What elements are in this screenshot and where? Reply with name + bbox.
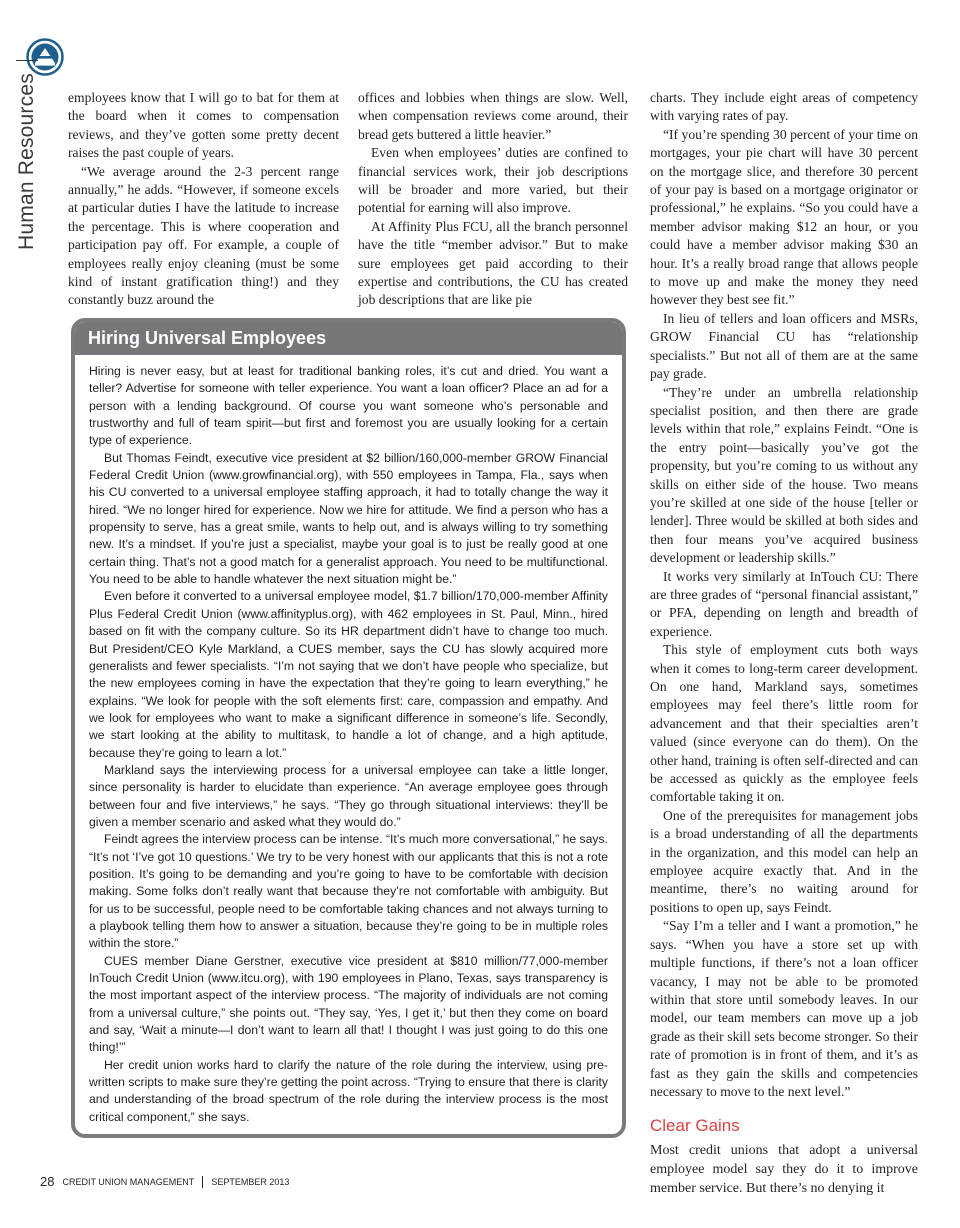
sidebar-body [75, 355, 622, 1126]
article-paragraph: At Affinity Plus FCU, all the branch personnel have the title “member advisor.” But to make sure employees get paid according to their expertise and contributions, the CU has created job descriptions that are like pie [358, 218, 628, 308]
article-paragraph: charts. They include eight areas of competency with varying rates of pay. [650, 90, 918, 124]
publication-name: CREDIT UNION MANAGEMENT [62, 1176, 195, 1187]
article-paragraph: “They’re under an umbrella relationship specialist position, and then there are grade levels within that role,” explains Feindt. “One is the entry point—basically you’ve got the propensity, but you’re coming to us without any skills on either side of the house. Two means you’re skilled at one side of the house [teller or lender]. Three would be skilled at both sides and then four means you’ve acquired business development or leadership skills.” [650, 384, 918, 566]
article-paragraph: It works very similarly at InTouch CU: There are three grades of “personal financial assistant,” or PFA, depending on length and breadth of experience. [650, 568, 918, 639]
article-paragraph: In lieu of tellers and loan officers and MSRs, GROW Financial CU has “relationship specialists.” But not all of them are at the same pay grade. [650, 310, 918, 382]
sidebar-paragraph: Even before it converted to a universal employee model, $1.7 billion/170,000-member Affinity Plus Federal Credit Union (www.affinityplus.org), with 462 employees in St. Paul, Minn., hired based on fit with the company culture. So its HR department didn’t have to change too much. But President/CEO Kyle Markland, a CUES member, says the CU has slowly acquired more generalists and fewer specialists. “I’m not saying that we don’t have people who specialize, but the new employees coming in have the expectation that they’re going to learn everything,” he explains. “We look for people with the soft elements first: care, compassion and empathy. And we look for employees who want to make a significant difference in someone’s life. Secondly, we start looking at the ability to multitask, to handle a lot of change, and a high aptitude, because they’re going to learn a lot.” [89, 589, 608, 760]
sidebar-paragraph: CUES member Diane Gerstner, executive vice president at $810 million/77,000-member InTouch Credit Union (www.itcu.org), with 190 employees in Plano, Texas, says transparency is the most important aspect of the interview process. “The majority of individuals are not coming from a universal culture,” she points out. “They say, ‘Yes, I get it,’ but then they come on board and say, ‘Wait a minute—I don’t want to learn all that! I thought I was just going to do this one thing!’” [89, 953, 608, 1055]
sidebar-paragraph: But Thomas Feindt, executive vice president at $2 billion/160,000-member GROW Financial Federal Credit Union (www.growfinancial.org), with 550 employees in Tampa, Fla., says when his CU converted to a universal employee staffing approach, it had to totally change the way it hired. “We no longer hired for experience. Now we hire for attitude. We find a person who has a propensity to serve, has a great smile, wants to help out, and is always willing to try something new. It’s a mindset. If you’re just a specialist, maybe your goal is to just be really good at one certain thing. That’s not a good match for a generalist approach. You need to be multifunctional. You need to be able to handle whatever the next situation might be.” [89, 450, 608, 587]
article-paragraph: employees know that I will go to bat for them at the board when it comes to compensation reviews, and they’ve gotten some pretty decent raises the past couple of years. [68, 90, 339, 161]
hiring-sidebar [71, 318, 626, 1138]
article-paragraph: “Say I’m a teller and I want a promotion,” he says. “When you have a store set up with multiple functions, if there’s not a loan officer vacancy, I may not be able to be promoted within that store until somebody leaves. In our model, our team members can move up a job grade as their skill sets become stronger. So their rate of promotion is in front of them, and it’s as fast as they gain the skills and competencies necessary to move to the next level.” [650, 918, 918, 1099]
section-label [10, 0, 44, 250]
article-paragraph: Even when employees’ duties are confined to financial services work, their job descriptions will be broader and more varied, but their potential for earning will also improve. [358, 145, 628, 216]
section-label-text: Human Resources [15, 73, 38, 250]
article-paragraph: “If you’re spending 30 percent of your time on mortgages, your pie chart will have 30 percent on the mortgage slice, and therefore 30 percent of your pay is based on a mortgage originator or professional,” he explains. “So you could have a member advisor making $12 an hour, or you could have a member advisor making $30 an hour. It’s a really broad range that allows people to move up and make the money they need however they best see fit.” [650, 126, 918, 308]
article-column-3 [650, 89, 918, 1198]
article-column-1 [68, 89, 339, 310]
article-paragraph: One of the prerequisites for management jobs is a broad understanding of all the departments in the organization, and this model can help an employee acquire exactly that. And in the meantime, there’s no waiting around for positions to open up, says Feindt. [650, 807, 918, 915]
article-column-2 [358, 89, 628, 310]
article-paragraph: Most credit unions that adopt a universal employee model say they do it to improve member service. But there’s no denying it [650, 1143, 918, 1197]
sidebar-paragraph: Markland says the interviewing process for a universal employee can take a little longer, since personality is harder to elucidate than experience. “An average employee goes through between four and five interviews,” he says. “They go through situational interviews: they’ll be given a member scenario and asked what they would do.” [89, 762, 608, 829]
article-paragraph: “We average around the 2-3 percent range annually,” he adds. “However, if someone excels at particular duties I have the latitude to increase the percentage. This is where cooperation and participation pay off. For example, a couple of employees really enjoy cleaning (must be some kind of instant gratification thing!) and they constantly buzz around the [68, 163, 339, 308]
clear-gains-subhead: Clear Gains [650, 1116, 740, 1136]
issue-date: SEPTEMBER 2013 [211, 1176, 290, 1187]
sidebar-paragraph: Hiring is never easy, but at least for traditional banking roles, it’s cut and dried. You want a teller? Advertise for someone with teller experience. You want a loan officer? Place an ad for a person with a lending background. Of course you want someone who’s personable and trustworthy and full of team spirit—but first and foremost you are usually looking for a certain type of experience. [89, 364, 608, 448]
article-paragraph: This style of employment cuts both ways when it comes to long-term career development. On one hand, Markland says, sometimes employees may feel there’s little room for advancement and that their specialties aren’t valued (since everyone can do them). On the other hand, training is often self-directed and can be accessed as quickly as the employee feels comfortable taking it on. [650, 642, 918, 805]
footer-divider [202, 1176, 203, 1188]
section-divider [16, 60, 38, 62]
sidebar-paragraph: Feindt agrees the interview process can be intense. “It’s much more conversational,” he says. “It’s not ‘I’ve got 10 questions.’ We try to be very honest with our applicants that this is not a rote position. It’s going to be demanding and you’re going to have to be comfortable with decision making. Some folks don’t really want that because they’re not comfortable with ambiguity. But for us to be successful, people need to be comfortable taking chances and not always turning to a playbook telling them how to answer a situation, because they’re going to be in multiple roles within the store.” [89, 832, 608, 951]
page-footer [40, 1174, 289, 1189]
sidebar-paragraph: Her credit union works hard to clarify the nature of the role during the interview, using pre-written scripts to make sure they’re getting the point across. “Trying to ensure that there is clarity and understanding of the broad spectrum of the role during the interview process is the most critical component,” she says. [89, 1057, 608, 1124]
sidebar-title: Hiring Universal Employees [75, 322, 622, 355]
page-number: 28 [40, 1174, 55, 1189]
article-paragraph: offices and lobbies when things are slow. Well, when compensation reviews come around, their bread gets buttered a little heavier.” [358, 90, 628, 142]
